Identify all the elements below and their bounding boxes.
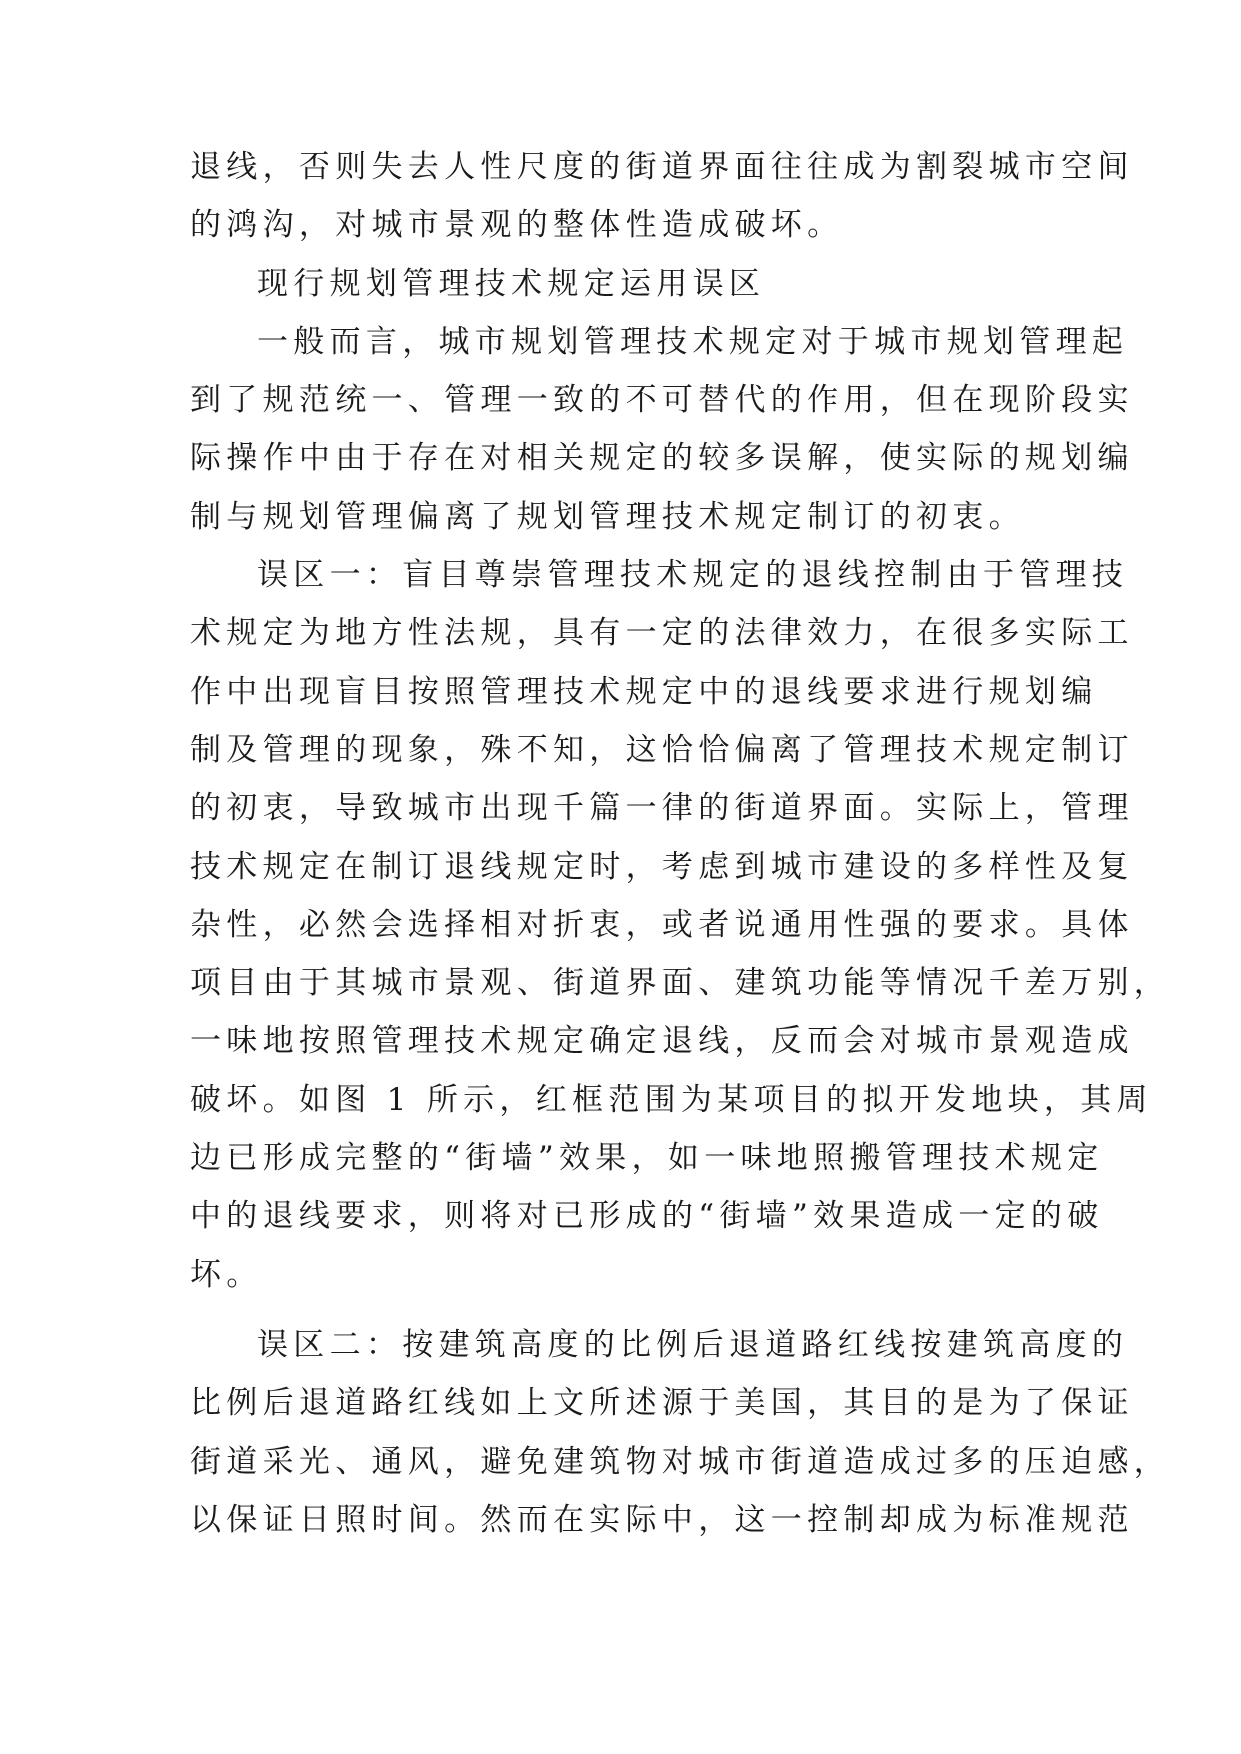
text-line: 的初衷，导致城市出现千篇一律的街道界面。实际上，管理 bbox=[190, 790, 1134, 827]
text-line: 技术规定在制订退线规定时，考虑到城市建设的多样性及复 bbox=[190, 848, 1134, 885]
text-line: 际操作中由于存在对相关规定的较多误解，使实际的规划编 bbox=[190, 440, 1134, 477]
text-line: 制及管理的现象，殊不知，这恰恰偏离了管理技术规定制订 bbox=[190, 731, 1134, 768]
text-line: 的鸿沟，对城市景观的整体性造成破坏。 bbox=[190, 207, 844, 244]
text-line: 术规定为地方性法规，具有一定的法律效力，在很多实际工 bbox=[190, 615, 1134, 652]
text-line: 比例后退道路红线如上文所述源于美国，其目的是为了保证 bbox=[190, 1385, 1134, 1422]
paragraph bbox=[190, 546, 1171, 1304]
text-line: 退线，否则失去人性尺度的街道界面往往成为割裂城市空间 bbox=[190, 149, 1134, 185]
text-line: 现行规划管理技术规定运用误区 bbox=[257, 265, 766, 302]
paragraph bbox=[190, 313, 1134, 546]
paragraph bbox=[190, 1316, 1171, 1549]
text-line: 杂性，必然会选择相对折衷，或者说通用性强的要求。具体 bbox=[190, 906, 1134, 943]
text-line: 到了规范统一、管理一致的不可替代的作用，但在现阶段实 bbox=[190, 382, 1134, 419]
text-line: 街道采光、通风，避免建筑物对城市街道造成过多的压迫感， bbox=[190, 1443, 1171, 1480]
text-line: 作中出现盲目按照管理技术规定中的退线要求进行规划编 bbox=[190, 673, 1098, 710]
text-line: 项目由于其城市景观、街道界面、建筑功能等情况千差万别， bbox=[190, 965, 1171, 1002]
document-body bbox=[190, 138, 1171, 1549]
text-line: 边已形成完整的“街墙”效果，如一味地照搬管理技术规定 bbox=[190, 1140, 1104, 1177]
text-line: 制与规划管理偏离了规划管理技术规定制订的初衷。 bbox=[190, 498, 1025, 535]
paragraph bbox=[190, 255, 1052, 313]
text-line: 以保证日照时间。然而在实际中，这一控制却成为标准规范 bbox=[190, 1501, 1134, 1538]
paragraph-gap bbox=[190, 1304, 1052, 1316]
text-line: 中的退线要求，则将对已形成的“街墙”效果造成一定的破 bbox=[190, 1198, 1104, 1235]
text-line: 破坏。如图 1 所示，红框范围为某项目的拟开发地块，其周 bbox=[190, 1081, 1153, 1118]
text-line: 误区二：按建筑高度的比例后退道路红线按建筑高度的 bbox=[257, 1326, 1129, 1363]
text-line: 一味地按照管理技术规定确定退线，反而会对城市景观造成 bbox=[190, 1023, 1134, 1060]
text-line: 一般而言，城市规划管理技术规定对于城市规划管理起 bbox=[257, 323, 1129, 360]
text-line: 误区一：盲目尊崇管理技术规定的退线控制由于管理技 bbox=[257, 557, 1129, 594]
paragraph bbox=[190, 138, 1134, 255]
text-line: 坏。 bbox=[190, 1256, 263, 1293]
